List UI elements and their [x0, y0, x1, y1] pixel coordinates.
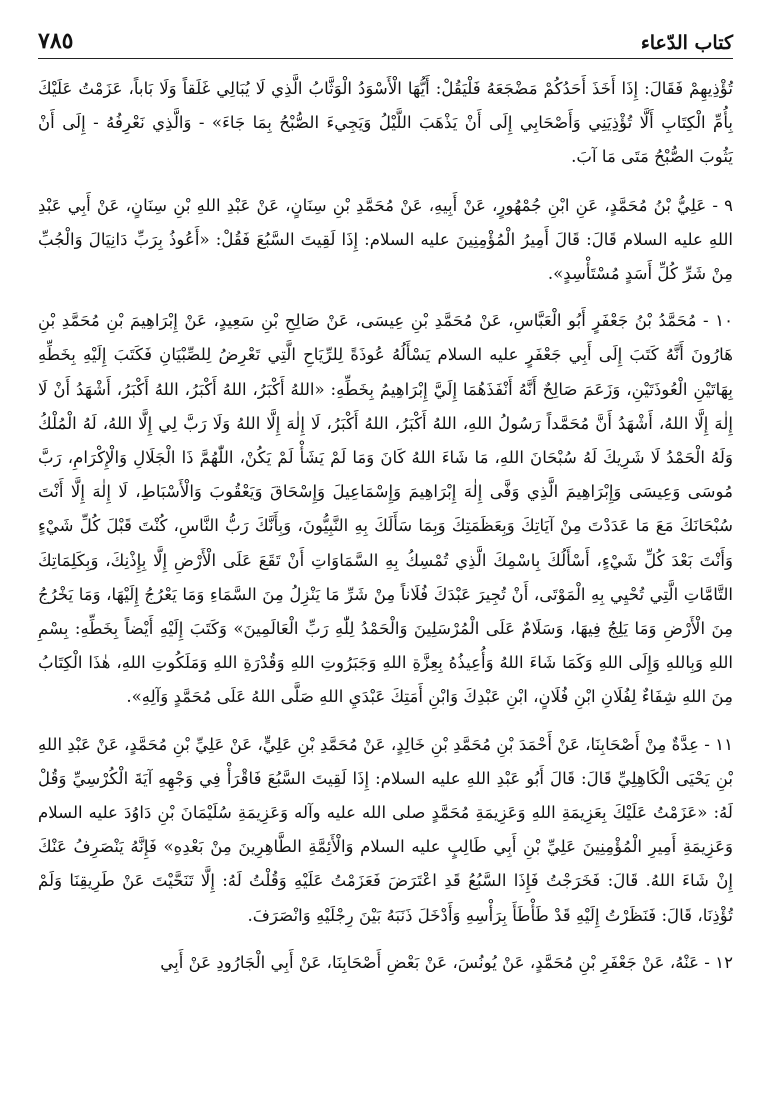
page-header [38, 22, 733, 59]
page-number: ٧٨٥ [38, 28, 74, 54]
hadith-10: ١٠ - مُحَمَّدُ بْنُ جَعْفَرٍ أَبُو الْعَبَّاسِ، عَنْ مُحَمَّدِ بْنِ عِيسَى، عَنْ صَالِحِ بْنِ سَعِيدٍ، عَنْ إِبْرَاهِيمَ بْنِ مُحَمَّدِ بْنِ هَارُونَ أَنَّهُ كَتَبَ إِلَى أَبِي جَعْفَرٍ عليه السلام يَسْأَلُهُ عُوذَةً لِلرِّيَاحِ الَّتِي تَعْرِضُ لِلصِّبْيَانِ فَكَتَبَ إِلَيْهِ بِخَطِّهِ بِهَاتَيْنِ الْعُوذَتَيْنِ، وَزَعَمَ صَالِحٌ أَنَّهُ أَنْفَذَهُمَا إِلَيَّ إِبْرَاهِيمُ بِخَطِّهِ: «اللهُ أَكْبَرُ، اللهُ أَكْبَرُ، اللهُ أَكْبَرُ، أَشْهَدُ أَنْ لَا إِلٰهَ إِلَّا اللهُ، أَشْهَدُ أَنَّ مُحَمَّداً رَسُولُ اللهِ، اللهُ أَكْبَرُ، اللهُ أَكْبَرُ، لَا إِلٰهَ إِلَّا اللهُ وَلَا رَبَّ لِي إِلَّا اللهُ، لَهُ الْمُلْكُ وَلَهُ الْحَمْدُ لَا شَرِيكَ لَهُ سُبْحَانَ اللهِ، مَا شَاءَ اللهُ كَانَ وَمَا لَمْ يَشَأْ لَمْ يَكُنْ، اللّٰهُمَّ ذَا الْجَلَالِ وَالْإِكْرَامِ، رَبَّ مُوسَى وَعِيسَى وَإِبْرَاهِيمَ الَّذِي وَفَّى إِلٰهَ إِبْرَاهِيمَ وَإِسْمَاعِيلَ وَإِسْحَاقَ وَيَعْقُوبَ وَالْأَسْبَاطِ، لَا إِلٰهَ إِلَّا أَنْتَ سُبْحَانَكَ مَعَ مَا عَدَدْتَ مِنْ آيَاتِكَ وَبِعَظَمَتِكَ وَبِمَا سَأَلَكَ بِهِ النَّبِيُّونَ، وَبِأَنَّكَ رَبُّ النَّاسِ، كُنْتَ قَبْلَ كُلِّ شَيْءٍ وَأَنْتَ بَعْدَ كُلِّ شَيْءٍ، أَسْأَلُكَ بِاسْمِكَ الَّذِي تُمْسِكُ بِهِ السَّمَاوَاتِ أَنْ تَقَعَ عَلَى الْأَرْضِ إِلَّا بِإِذْنِكَ، وَبِكَلِمَاتِكَ التَّامَّاتِ الَّتِي تُحْيِي بِهِ الْمَوْتَى، أَنْ تُجِيرَ عَبْدَكَ فُلَاناً مِنْ شَرِّ مَا يَنْزِلُ مِنَ السَّمَاءِ وَمَا يَعْرُجُ إِلَيْهَا، وَمَا يَخْرُجُ مِنَ الْأَرْضِ وَمَا يَلِجُ فِيهَا، وَسَلَامٌ عَلَى الْمُرْسَلِينَ وَالْحَمْدُ لِلّٰهِ رَبِّ الْعَالَمِينَ» وَكَتَبَ إِلَيْهِ أَيْضاً بِخَطِّهِ: بِسْمِ اللهِ وَبِاللهِ وَإِلَى اللهِ وَكَمَا شَاءَ اللهُ وَأُعِيذُهُ بِعِزَّةِ اللهِ وَجَبَرُوتِ اللهِ وَقُدْرَةِ اللهِ وَمَلَكُوتِ اللهِ، هٰذَا الْكِتَابُ مِنَ اللهِ شِفَاءٌ لِفُلَانِ ابْنِ فُلَانٍ، ابْنِ عَبْدِكَ وَابْنِ أَمَتِكَ عَبْدَيِ اللهِ صَلَّى اللهُ عَلَى مُحَمَّدٍ وَآلِهِ». [38, 311, 733, 707]
paragraph-continuation: تُؤْذِيهِمْ فَقَالَ: إِذَا أَخَذَ أَحَدُكُمْ مَضْجَعَهُ فَلْيَقُلْ: أَيُّهَا الْأَسْوَدُ الْوَثَّابُ الَّذِي لَا يُبَالِي غَلَقاً وَلَا بَاباً، عَزَمْتُ عَلَيْكَ بِأُمِّ الْكِتَابِ أَلَّا تُؤْذِيَنِي وَأَصْحَابِي إِلَى أَنْ يَذْهَبَ اللَّيْلُ وَيَجِيءَ الصُّبْحُ بِمَا جَاءَ» - وَالَّذِي نَعْرِفُهُ - إِلَى أَنْ يَثُوبَ الصُّبْحُ مَتَى مَا آبَ. [38, 79, 733, 167]
hadith-9: ٩ - عَلِيُّ بْنُ مُحَمَّدٍ، عَنِ ابْنِ جُمْهُورٍ، عَنْ أَبِيهِ، عَنْ مُحَمَّدِ بْنِ سِنَانٍ، عَنْ عَبْدِ اللهِ بْنِ سِنَانٍ، عَنْ أَبِي عَبْدِ اللهِ عليه السلام قَالَ: قَالَ أَمِيرُ الْمُؤْمِنِينَ عليه السلام: إِذَا لَقِيتَ السَّبُعَ فَقُلْ: «أَعُوذُ بِرَبِّ دَانِيَالَ وَالْجُبِّ مِنْ شَرِّ كُلِّ أَسَدٍ مُسْتَأْسِدٍ». [38, 195, 733, 284]
hadith-12: ١٢ - عَنْهُ، عَنْ جَعْفَرِ بْنِ مُحَمَّدٍ، عَنْ يُونُسَ، عَنْ بَعْضِ أَصْحَابِنَا، عَنْ أَبِي الْجَارُودِ عَنْ أَبِي [160, 952, 733, 972]
running-head-title: كتاب الدّعاء [640, 32, 733, 54]
page-body [38, 72, 733, 993]
hadith-11: ١١ - عِدَّةٌ مِنْ أَصْحَابِنَا، عَنْ أَحْمَدَ بْنِ مُحَمَّدِ بْنِ خَالِدٍ، عَنْ مُحَمَّدِ بْنِ عَلِيٍّ، عَنْ عَلِيِّ بْنِ مُحَمَّدٍ، عَنْ عَبْدِ اللهِ بْنِ يَحْيَى الْكَاهِلِيِّ قَالَ: قَالَ أَبُو عَبْدِ اللهِ عليه السلام: إِذَا لَقِيتَ السَّبُعَ فَاقْرَأْ فِي وَجْهِهِ آيَةَ الْكُرْسِيِّ وَقُلْ لَهُ: «عَزَمْتُ عَلَيْكَ بِعَزِيمَةِ اللهِ وَعَزِيمَةِ مُحَمَّدٍ صلى الله عليه وآله وَعَزِيمَةِ سُلَيْمَانَ بْنِ دَاوُدَ عليه السلام وَعَزِيمَةِ أَمِيرِ الْمُؤْمِنِينَ عَلِيِّ بْنِ أَبِي طَالِبٍ عليه السلام وَالْأَئِمَّةِ الطَّاهِرِينَ مِنْ بَعْدِهِ» فَإِنَّهُ يَنْصَرِفُ عَنْكَ إِنْ شَاءَ اللهُ. قَالَ: فَخَرَجْتُ فَإِذَا السَّبُعُ قَدِ اعْتَرَضَ فَعَزَمْتُ عَلَيْهِ وَقُلْتُ لَهُ: إِلَّا تَنَحَّيْتَ عَنْ طَرِيقِنَا وَلَمْ تُؤْذِنَا، قَالَ: فَنَظَرْتُ إِلَيْهِ قَدْ طَأْطَأَ بِرَأْسِهِ وَأَدْخَلَ ذَنَبَهُ بَيْنَ رِجْلَيْهِ وَانْصَرَفَ. [38, 734, 733, 925]
